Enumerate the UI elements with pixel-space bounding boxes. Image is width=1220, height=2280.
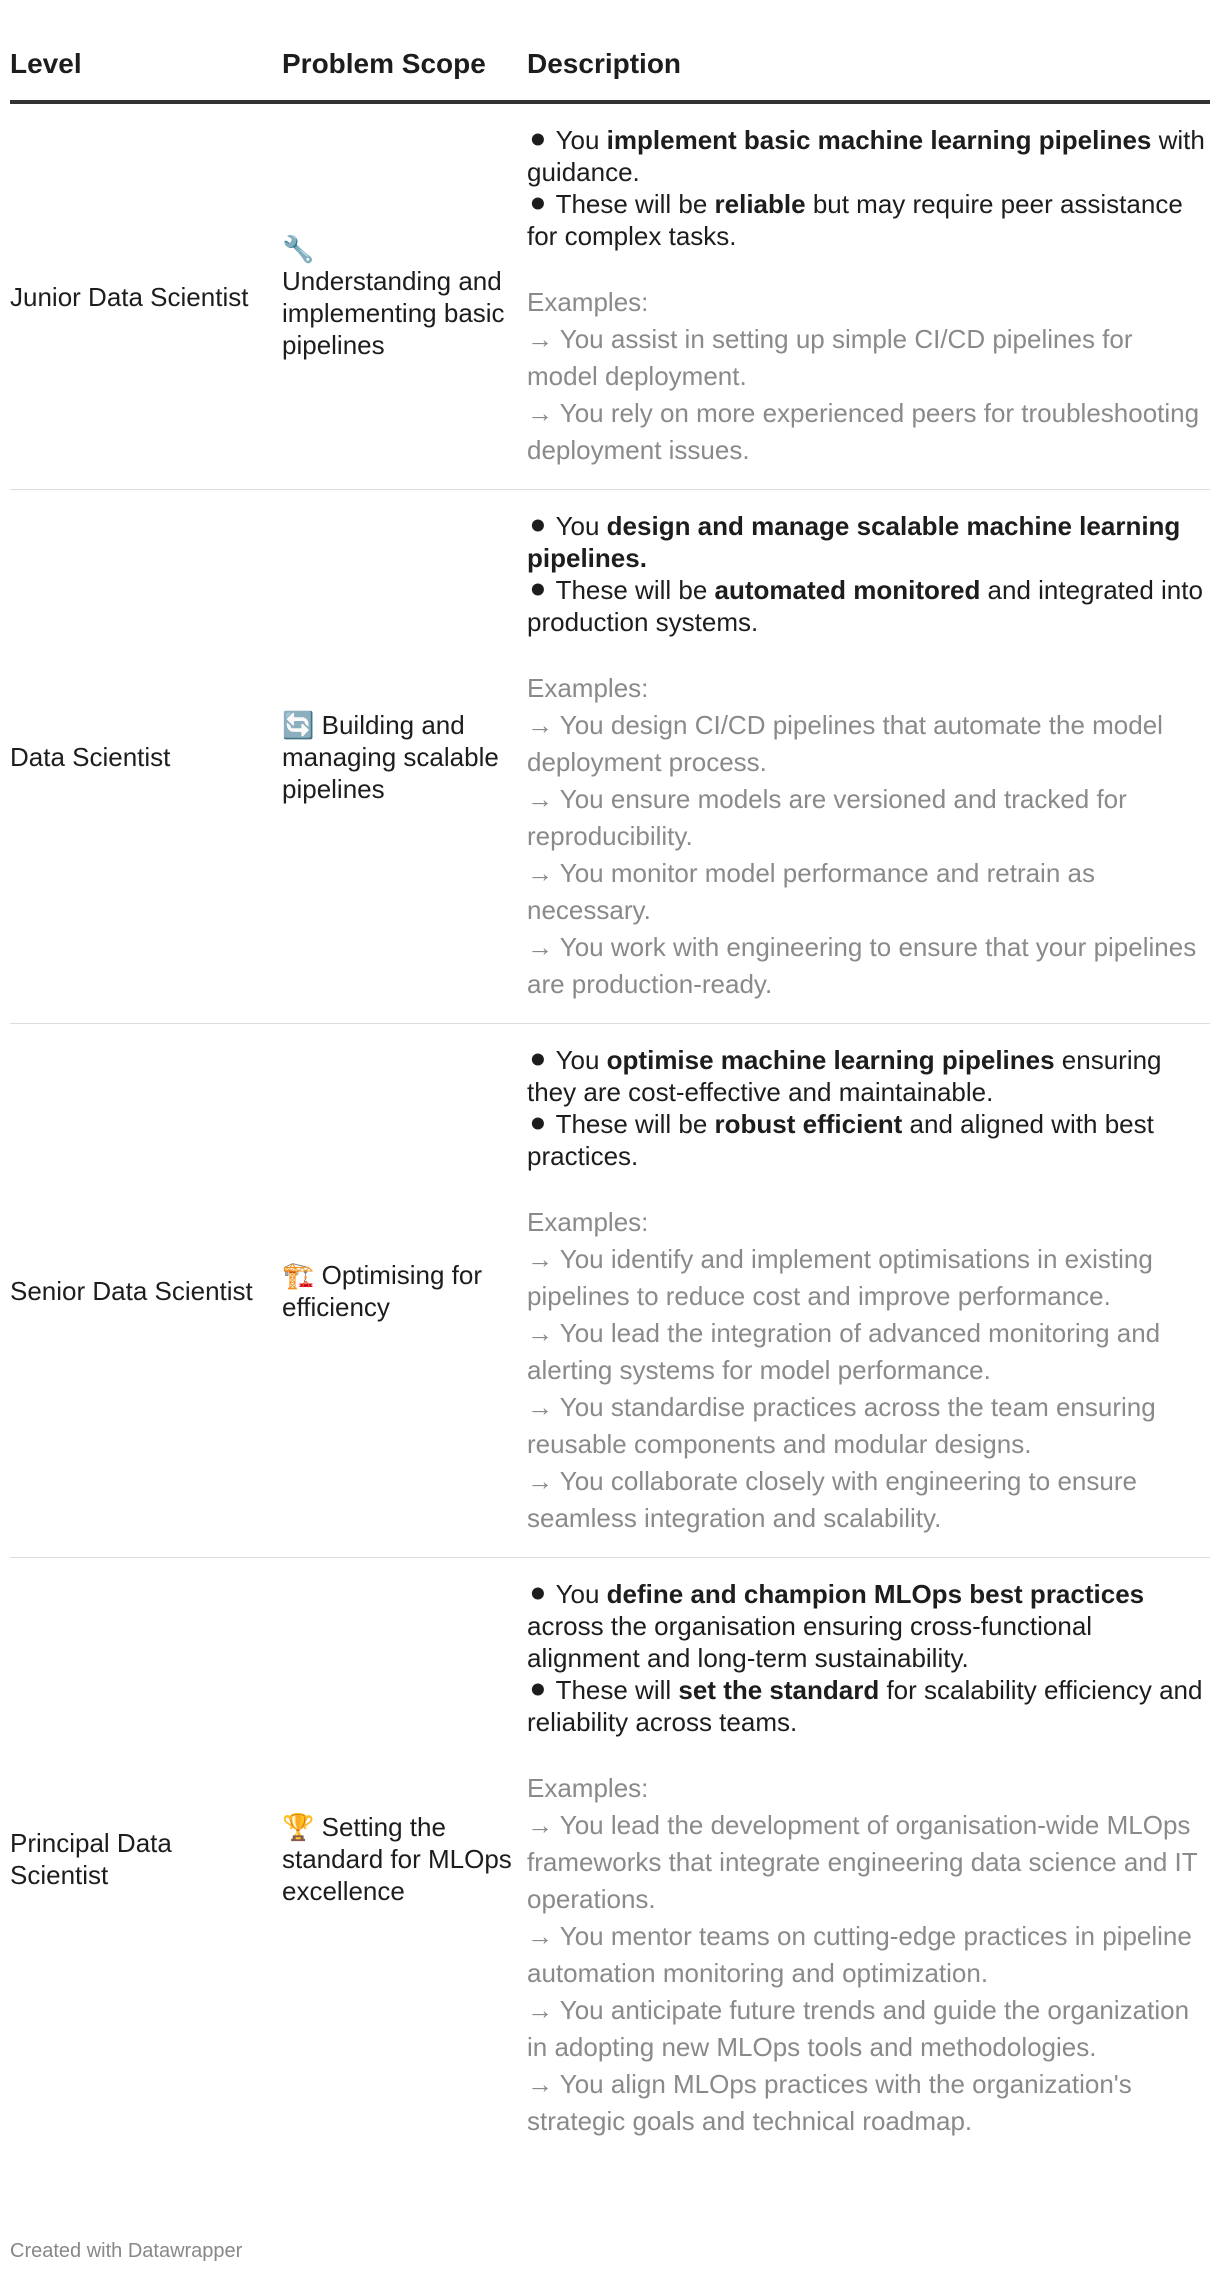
description-bullet: ⚫ You define and champion MLOps best practices across the organisation ensuring cross-functional alignment and long-term sustainability. [527, 1579, 1145, 1673]
description-cell [527, 1558, 1210, 2161]
wrench-icon: 🔧 [282, 233, 315, 264]
career-levels-table [10, 40, 1210, 2160]
scope-cell [282, 1024, 527, 1558]
example-item: → You work with engineering to ensure that your pipelines are production-ready. [527, 932, 1197, 999]
level-cell: Junior Data Scientist [10, 102, 282, 490]
description-bullet: ⚫ These will be reliable but may require peer assistance for complex tasks. [527, 189, 1183, 251]
header-problem-scope: Problem Scope [282, 40, 527, 102]
header-description: Description [527, 40, 1210, 102]
example-item: → You rely on more experienced peers for troubleshooting deployment issues. [527, 398, 1200, 465]
examples-label: Examples: [527, 1207, 649, 1237]
description-cell [527, 490, 1210, 1024]
description-bullet: ⚫ These will set the standard for scalability efficiency and reliability across teams. [527, 1675, 1203, 1737]
black-circle-icon: ⚫ [527, 1579, 549, 1609]
description-bullet: ⚫ You optimise machine learning pipelines ensuring they are cost-effective and maintainable. [527, 1045, 1162, 1107]
black-circle-icon: ⚫ [527, 125, 549, 155]
table-row [10, 102, 1210, 490]
example-item: → You lead the development of organisation-wide MLOps frameworks that integrate engineering data science and IT operations. [527, 1810, 1198, 1914]
example-item: → You monitor model performance and retrain as necessary. [527, 858, 1095, 925]
scope-text: Optimising for efficiency [282, 1259, 482, 1322]
example-item: → You design CI/CD pipelines that automate the model deployment process. [527, 710, 1163, 777]
scope-cell [282, 490, 527, 1024]
example-item: → You anticipate future trends and guide the organization in adopting new MLOps tools and methodologies. [527, 1995, 1190, 2062]
header-level: Level [10, 40, 282, 102]
description-cell [527, 102, 1210, 490]
example-item: → You collaborate closely with engineering to ensure seamless integration and scalability. [527, 1466, 1137, 1533]
example-item: → You standardise practices across the team ensuring reusable components and modular designs. [527, 1392, 1156, 1459]
black-circle-icon: ⚫ [527, 189, 549, 219]
refresh-arrows-icon: 🔄 [282, 709, 315, 740]
description-bullet: ⚫ You implement basic machine learning pipelines with guidance. [527, 125, 1205, 187]
description-bullet: ⚫ These will be automated monitored and integrated into production systems. [527, 575, 1203, 637]
description-bullet: ⚫ These will be robust efficient and aligned with best practices. [527, 1109, 1154, 1171]
scope-text: Building and managing scalable pipelines [282, 709, 499, 804]
black-circle-icon: ⚫ [527, 1045, 549, 1075]
table-row [10, 1024, 1210, 1558]
description-bullet: ⚫ You design and manage scalable machine learning pipelines. [527, 511, 1181, 573]
example-item: → You identify and implement optimisations in existing pipelines to reduce cost and improve performance. [527, 1244, 1153, 1311]
scope-text: Understanding and implementing basic pipelines [282, 265, 505, 360]
scope-text: Setting the standard for MLOps excellence [282, 1812, 512, 1906]
table-row [10, 1558, 1210, 2161]
level-cell: Principal Data Scientist [10, 1828, 172, 1890]
examples-label: Examples: [527, 287, 649, 317]
black-circle-icon: ⚫ [527, 1675, 549, 1705]
trophy-icon: 🏆 [282, 1812, 315, 1842]
example-item: → You align MLOps practices with the organization's strategic goals and technical roadmap. [527, 2069, 1132, 2136]
example-item: → You ensure models are versioned and tracked for reproducibility. [527, 784, 1127, 851]
header-row [10, 40, 1210, 102]
examples-label: Examples: [527, 673, 649, 703]
black-circle-icon: ⚫ [527, 575, 549, 605]
level-cell: Senior Data Scientist [10, 1024, 282, 1558]
example-item: → You lead the integration of advanced monitoring and alerting systems for model performance. [527, 1318, 1161, 1385]
examples-label: Examples: [527, 1773, 649, 1803]
black-circle-icon: ⚫ [527, 511, 549, 541]
black-circle-icon: ⚫ [527, 1109, 549, 1139]
scope-cell [282, 102, 527, 490]
level-cell: Data Scientist [10, 490, 282, 1024]
example-item: → You mentor teams on cutting-edge practices in pipeline automation monitoring and optimization. [527, 1921, 1192, 1988]
example-item: → You assist in setting up simple CI/CD pipelines for model deployment. [527, 324, 1133, 391]
datawrapper-credit: Created with Datawrapper [10, 2240, 243, 2262]
construction-crane-icon: 🏗️ [282, 1259, 315, 1290]
table-row [10, 490, 1210, 1024]
scope-cell [282, 1558, 527, 2161]
table-container [10, 40, 1210, 2160]
description-cell [527, 1024, 1210, 1558]
